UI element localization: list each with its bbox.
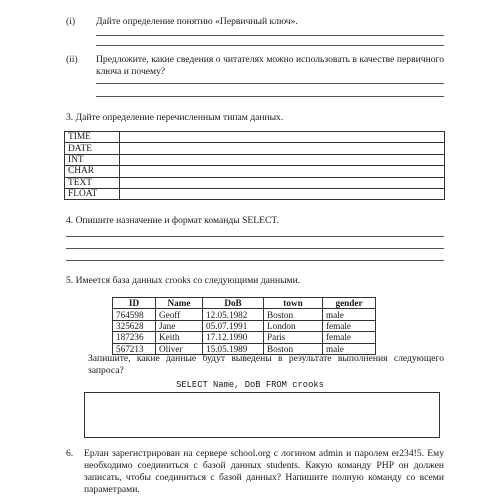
table-cell: Paris <box>264 332 323 343</box>
table-cell: Oliver <box>156 343 203 354</box>
data-type-row <box>65 177 445 188</box>
answer-line[interactable] <box>96 45 444 46</box>
table-cell: 15.05.1989 <box>203 343 264 354</box>
answer-line[interactable] <box>96 96 444 97</box>
table-cell: Boston <box>264 343 323 354</box>
data-type-answer-cell[interactable] <box>120 154 445 165</box>
column-header: DoB <box>203 298 264 309</box>
table-cell: male <box>323 309 376 320</box>
question-6-text: Ерлан зарегистрирован на сервере school.org с логином admin и паролем er234!5. Ему необходимо соединиться с базой данных students. Какую команду PHP он должен записать, чтобы соединиться с базой данных? Напишите полную команду со всеми параметрами. <box>84 448 444 495</box>
table-cell: female <box>323 332 376 343</box>
answer-line[interactable] <box>96 83 444 84</box>
table-cell: 187236 <box>113 332 156 343</box>
table-row <box>113 309 376 320</box>
table-cell: Boston <box>264 309 323 320</box>
question-5-title: 5. Имеется база данных crooks со следующими данными. <box>66 275 301 286</box>
table-cell: 567213 <box>113 343 156 354</box>
table-cell: 325628 <box>113 320 156 331</box>
data-type-label: TEXT <box>65 177 120 188</box>
table-cell: London <box>264 320 323 331</box>
crooks-table <box>112 297 376 355</box>
table-cell: 17.12.1990 <box>203 332 264 343</box>
table-cell: Geoff <box>156 309 203 320</box>
question-4-title: 4. Опишите назначение и формат команды SELECT. <box>66 215 279 226</box>
answer-box[interactable] <box>84 392 440 438</box>
answer-line[interactable] <box>96 35 444 36</box>
table-row <box>113 332 376 343</box>
answer-line[interactable] <box>66 236 444 237</box>
data-type-row <box>65 188 445 199</box>
question-5-task: Запишите, какие данные будут выведены в результате выполнения следующего запроса? <box>88 353 444 376</box>
data-type-label: TIME <box>65 132 120 143</box>
table-cell: female <box>323 320 376 331</box>
answer-line[interactable] <box>66 260 444 261</box>
item-number-i: (i) <box>66 16 76 27</box>
table-row <box>113 320 376 331</box>
table-cell: male <box>323 343 376 354</box>
question-3-title: 3. Дайте определение перечисленным типам данных. <box>66 112 284 123</box>
data-type-label: CHAR <box>65 166 120 177</box>
question-2i-text: Дайте определение понятию «Первичный ключ». <box>96 16 298 27</box>
data-type-row <box>65 132 445 143</box>
data-type-row <box>65 143 445 154</box>
table-cell: 764598 <box>113 309 156 320</box>
column-header: ID <box>113 298 156 309</box>
data-type-answer-cell[interactable] <box>120 188 445 199</box>
data-type-row <box>65 166 445 177</box>
data-type-label: DATE <box>65 143 120 154</box>
data-types-table <box>64 131 445 200</box>
data-type-answer-cell[interactable] <box>120 143 445 154</box>
column-header: Name <box>156 298 203 309</box>
data-type-answer-cell[interactable] <box>120 177 445 188</box>
column-header: town <box>264 298 323 309</box>
column-header: gender <box>323 298 376 309</box>
sql-query: SELECT Name, DoB FROM crooks <box>176 380 324 390</box>
question-2ii-text: Предложите, какие сведения о читателях можно использовать в качестве первичного ключа и почему? <box>96 54 444 77</box>
data-type-label: FLOAT <box>65 188 120 199</box>
answer-line[interactable] <box>66 248 444 249</box>
data-type-label: INT <box>65 154 120 165</box>
data-type-row <box>65 154 445 165</box>
table-cell: Jane <box>156 320 203 331</box>
table-cell: 05.07.1991 <box>203 320 264 331</box>
question-6-number: 6. <box>66 448 74 459</box>
table-header-row <box>113 298 376 309</box>
data-type-answer-cell[interactable] <box>120 166 445 177</box>
table-cell: 12.05.1982 <box>203 309 264 320</box>
data-type-answer-cell[interactable] <box>120 132 445 143</box>
item-number-ii: (ii) <box>66 54 78 65</box>
table-cell: Keith <box>156 332 203 343</box>
